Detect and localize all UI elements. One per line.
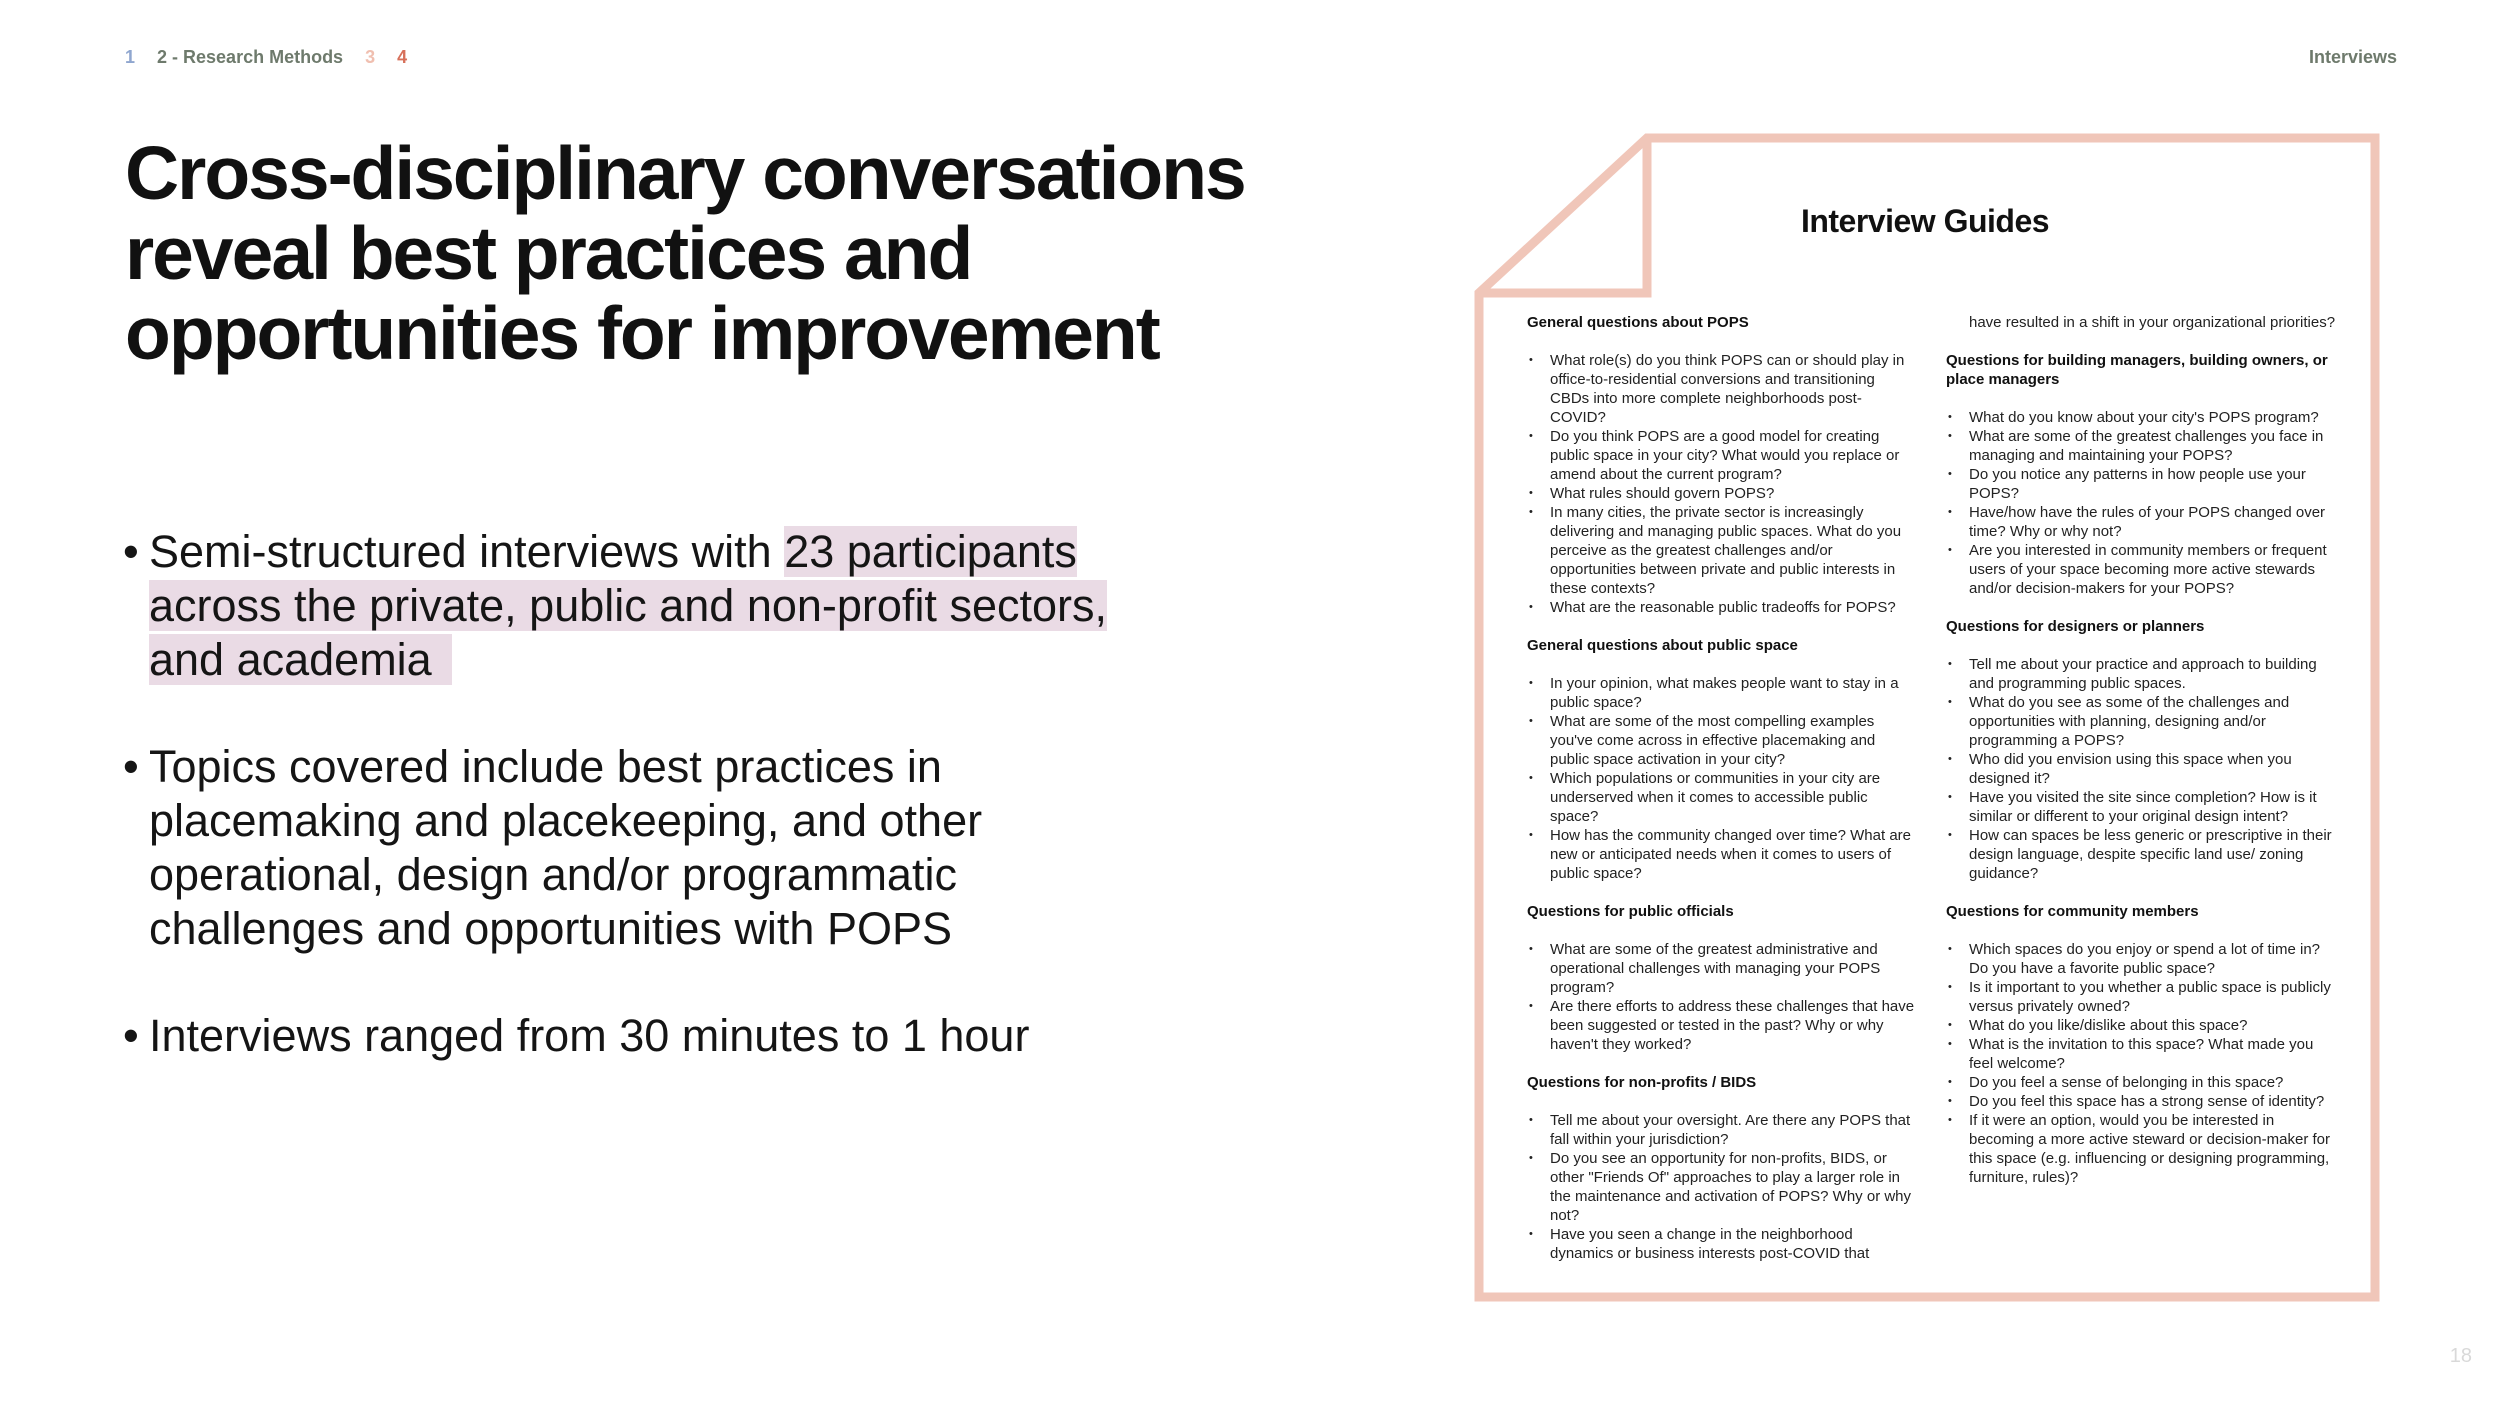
- question-item: • How can spaces be less generic or prescriptive in their design language, despite specific land use/ zoning guidance?: [1946, 826, 2336, 883]
- question-item: • What do you like/dislike about this space?: [1946, 1016, 2336, 1035]
- question-item: • Are there efforts to address these challenges that have been suggested or tested in the past? Why or why haven't they worked?: [1527, 997, 1917, 1054]
- section-heading: Questions for designers or planners: [1946, 618, 2205, 635]
- nav-item-research-methods[interactable]: 2 - Research Methods: [157, 47, 344, 67]
- bullet-line: Interviews ranged from 30 minutes to 1 hour: [149, 1010, 1030, 1061]
- question-item: • What are the reasonable public tradeoffs for POPS?: [1527, 598, 1917, 617]
- document-column-left: [1527, 313, 1917, 1282]
- nav-item-4[interactable]: 4: [397, 47, 408, 67]
- highlighted-text: 23 participants: [784, 526, 1077, 577]
- question-item: • Is it important to you whether a public space is publicly versus privately owned?: [1946, 978, 2336, 1016]
- document-column-right: [1946, 313, 2336, 1206]
- highlighted-text: and academia: [149, 634, 452, 685]
- bullet-line: challenges and opportunities with POPS: [149, 903, 952, 954]
- section-heading: General questions about POPS: [1527, 314, 1749, 331]
- question-item: • Who did you envision using this space when you designed it?: [1946, 750, 2336, 788]
- question-list: [1946, 408, 2336, 598]
- page-number: 18: [2449, 1345, 2472, 1367]
- nav-item-1[interactable]: 1: [125, 47, 136, 67]
- question-item: • Which populations or communities in your city are underserved when it comes to accessible public space?: [1527, 769, 1917, 826]
- bullet-participants: [123, 525, 1223, 687]
- bullet-line: [149, 525, 1223, 579]
- question-item: • What are some of the greatest administrative and operational challenges with managing your POPS program?: [1527, 940, 1917, 997]
- bullet-list: [123, 525, 1223, 1116]
- nav-item-3[interactable]: 3: [365, 47, 376, 67]
- question-item: • Do you see an opportunity for non-profits, BIDS, or other "Friends Of" approaches to play a larger role in the maintenance and activation of POPS? Why or why not?: [1527, 1149, 1917, 1225]
- question-list: [1946, 940, 2336, 1187]
- question-item: • What do you see as some of the challenges and opportunities with planning, designing and/or programming a POPS?: [1946, 693, 2336, 750]
- page-title: [125, 133, 1375, 373]
- bullet-dot: •: [123, 741, 139, 792]
- question-item: • Do you notice any patterns in how people use your POPS?: [1946, 465, 2336, 503]
- question-item: • What do you know about your city's POPS program?: [1946, 408, 2336, 427]
- bullet-dot: •: [123, 526, 139, 577]
- bullet-text: Semi-structured interviews with: [149, 526, 785, 577]
- bullet-line: operational, design and/or programmatic: [149, 849, 957, 900]
- question-item: • In many cities, the private sector is increasingly delivering and managing public spaces. What do you perceive as the greatest challenges and/or opportunities between private and public interests in these contexts?: [1527, 503, 1917, 598]
- document-title: Interview Guides: [1800, 203, 2050, 239]
- question-item: • What are some of the most compelling examples you've come across in effective placemaking and public space activation in your city?: [1527, 712, 1917, 769]
- question-item: • How has the community changed over time? What are new or anticipated needs when it comes to users of public space?: [1527, 826, 1917, 883]
- question-item: • Are you interested in community members or frequent users of your space becoming more active stewards and/or decision-makers for your POPS?: [1946, 541, 2336, 598]
- question-item: • Have you visited the site since completion? How is it similar or different to your original design intent?: [1946, 788, 2336, 826]
- section-heading: Questions for community members: [1946, 903, 2199, 920]
- title-line: reveal best practices and: [125, 211, 972, 295]
- question-item: • Have you seen a change in the neighborhood dynamics or business interests post-COVID that: [1527, 1225, 1917, 1263]
- question-item: • If it were an option, would you be interested in becoming a more active steward or decision-maker for this space (e.g. influencing or designing programming, furniture, rules)?: [1946, 1111, 2336, 1187]
- section-heading: Questions for public officials: [1527, 903, 1734, 920]
- section-heading: Questions for building managers, building owners, or place managers: [1946, 352, 2328, 388]
- question-item: • Have/how have the rules of your POPS changed over time? Why or why not?: [1946, 503, 2336, 541]
- section-heading: General questions about public space: [1527, 637, 1798, 654]
- question-item: • What are some of the greatest challenges you face in managing and maintaining your POPS?: [1946, 427, 2336, 465]
- question-item: • Do you feel a sense of belonging in this space?: [1946, 1073, 2336, 1092]
- bullet-line: [149, 579, 1223, 633]
- question-item: • What rules should govern POPS?: [1527, 484, 1917, 503]
- bullet-dot: •: [123, 1010, 139, 1061]
- question-item: • Which spaces do you enjoy or spend a lot of time in? Do you have a favorite public space?: [1946, 940, 2336, 978]
- section-label: Interviews: [2308, 47, 2397, 67]
- question-list: [1527, 1111, 1917, 1263]
- bullet-topics: [123, 740, 1223, 956]
- question-list: [1527, 674, 1917, 883]
- bullet-line: Topics covered include best practices in: [149, 741, 942, 792]
- section-heading: Questions for non-profits / BIDS: [1527, 1074, 1757, 1091]
- bullet-line: [149, 633, 1223, 687]
- question-item: • What is the invitation to this space? What made you feel welcome?: [1946, 1035, 2336, 1073]
- question-item: • What role(s) do you think POPS can or should play in office-to-residential conversions and transitioning CBDs into more complete neighborhoods post-COVID?: [1527, 351, 1917, 427]
- question-item: • Do you feel this space has a strong sense of identity?: [1946, 1092, 2336, 1111]
- question-item: • Tell me about your practice and approach to building and programming public spaces.: [1946, 655, 2336, 693]
- question-list: [1527, 940, 1917, 1054]
- question-continuation: have resulted in a shift in your organizational priorities?: [1969, 314, 2336, 331]
- question-item: • Do you think POPS are a good model for creating public space in your city? What would you replace or amend about the current program?: [1527, 427, 1917, 484]
- highlighted-text: across the private, public and non-profit sectors,: [149, 580, 1107, 631]
- bullet-duration: [123, 1009, 1223, 1063]
- question-list: [1527, 351, 1917, 617]
- bullet-line: placemaking and placekeeping, and other: [149, 795, 983, 846]
- section-nav: [125, 47, 407, 68]
- question-item: • Tell me about your oversight. Are there any POPS that fall within your jurisdiction?: [1527, 1111, 1917, 1149]
- question-item: • In your opinion, what makes people want to stay in a public space?: [1527, 674, 1917, 712]
- question-list: [1946, 655, 2336, 883]
- title-line: Cross-disciplinary conversations: [125, 131, 1245, 215]
- title-line: opportunities for improvement: [125, 291, 1159, 375]
